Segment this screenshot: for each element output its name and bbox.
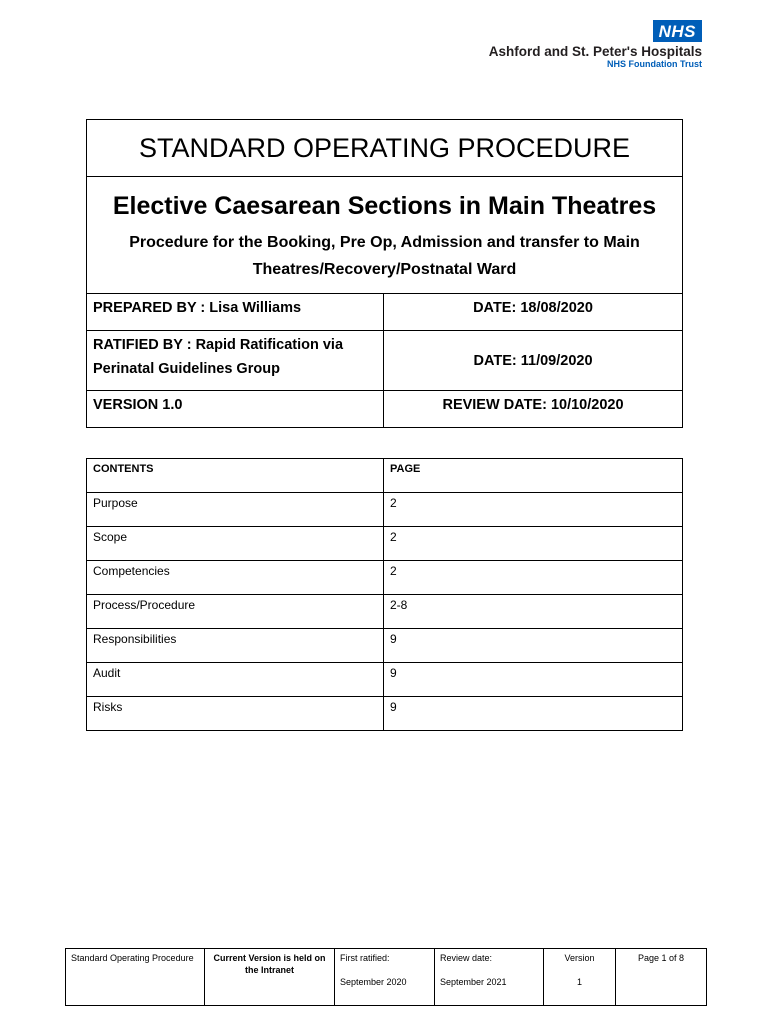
review-date-value: September 2021 bbox=[440, 977, 507, 987]
nhs-badge: NHS bbox=[653, 20, 702, 42]
ratified-by: RATIFIED BY : Rapid Ratification via Perinatal Guidelines Group bbox=[87, 331, 384, 391]
table-row bbox=[87, 493, 683, 527]
contents-header: CONTENTS bbox=[87, 459, 384, 493]
footer-current-version: Current Version is held on the Intranet bbox=[205, 949, 335, 1006]
table-row bbox=[87, 595, 683, 629]
prepared-date: DATE: 18/08/2020 bbox=[384, 294, 683, 331]
contents-table bbox=[86, 458, 683, 731]
first-ratified-value: September 2020 bbox=[340, 977, 407, 987]
contents-header-row bbox=[87, 459, 683, 493]
footer-page-number: Page 1 of 8 bbox=[616, 949, 707, 1006]
contents-section: Audit bbox=[87, 663, 384, 697]
review-date-label: Review date: bbox=[440, 953, 493, 963]
table-row bbox=[87, 697, 683, 731]
contents-page: 9 bbox=[384, 629, 683, 663]
contents-section: Process/Procedure bbox=[87, 595, 384, 629]
contents-page: 2 bbox=[384, 527, 683, 561]
version-value: 1 bbox=[576, 977, 582, 987]
contents-section: Competencies bbox=[87, 561, 384, 595]
contents-page: 9 bbox=[384, 663, 683, 697]
footer-doc-name: Standard Operating Procedure bbox=[66, 949, 205, 1006]
header-table bbox=[86, 119, 683, 428]
contents-section: Risks bbox=[87, 697, 384, 731]
contents-section: Scope bbox=[87, 527, 384, 561]
doc-type-title: STANDARD OPERATING PROCEDURE bbox=[87, 120, 683, 177]
table-row bbox=[87, 527, 683, 561]
footer-review-date bbox=[435, 949, 544, 1006]
trust-name: NHS Foundation Trust bbox=[607, 59, 702, 69]
document-description: Procedure for the Booking, Pre Op, Admission and transfer to Main Theatres/Recovery/Postnatal Ward bbox=[129, 234, 640, 278]
contents-page: 2 bbox=[384, 493, 683, 527]
version-label: Version bbox=[564, 953, 595, 963]
contents-page: 2 bbox=[384, 561, 683, 595]
table-row bbox=[87, 561, 683, 595]
contents-page: 9 bbox=[384, 697, 683, 731]
footer-first-ratified bbox=[335, 949, 435, 1006]
contents-section: Purpose bbox=[87, 493, 384, 527]
prepared-by: PREPARED BY : Lisa Williams bbox=[87, 294, 384, 331]
document-title: Elective Caesarean Sections in Main Theatres bbox=[112, 192, 657, 220]
ratified-date: DATE: 11/09/2020 bbox=[384, 331, 683, 391]
version: VERSION 1.0 bbox=[87, 391, 384, 428]
subject-cell bbox=[87, 177, 683, 294]
nhs-logo bbox=[489, 20, 702, 70]
hospital-name: Ashford and St. Peter's Hospitals bbox=[488, 44, 702, 59]
table-row bbox=[87, 629, 683, 663]
footer-table bbox=[65, 948, 707, 1006]
page-header: PAGE bbox=[384, 459, 683, 493]
footer-version bbox=[544, 949, 616, 1006]
contents-section: Responsibilities bbox=[87, 629, 384, 663]
review-date: REVIEW DATE: 10/10/2020 bbox=[384, 391, 683, 428]
table-row bbox=[87, 663, 683, 697]
first-ratified-label: First ratified: bbox=[340, 953, 390, 963]
contents-page: 2-8 bbox=[384, 595, 683, 629]
